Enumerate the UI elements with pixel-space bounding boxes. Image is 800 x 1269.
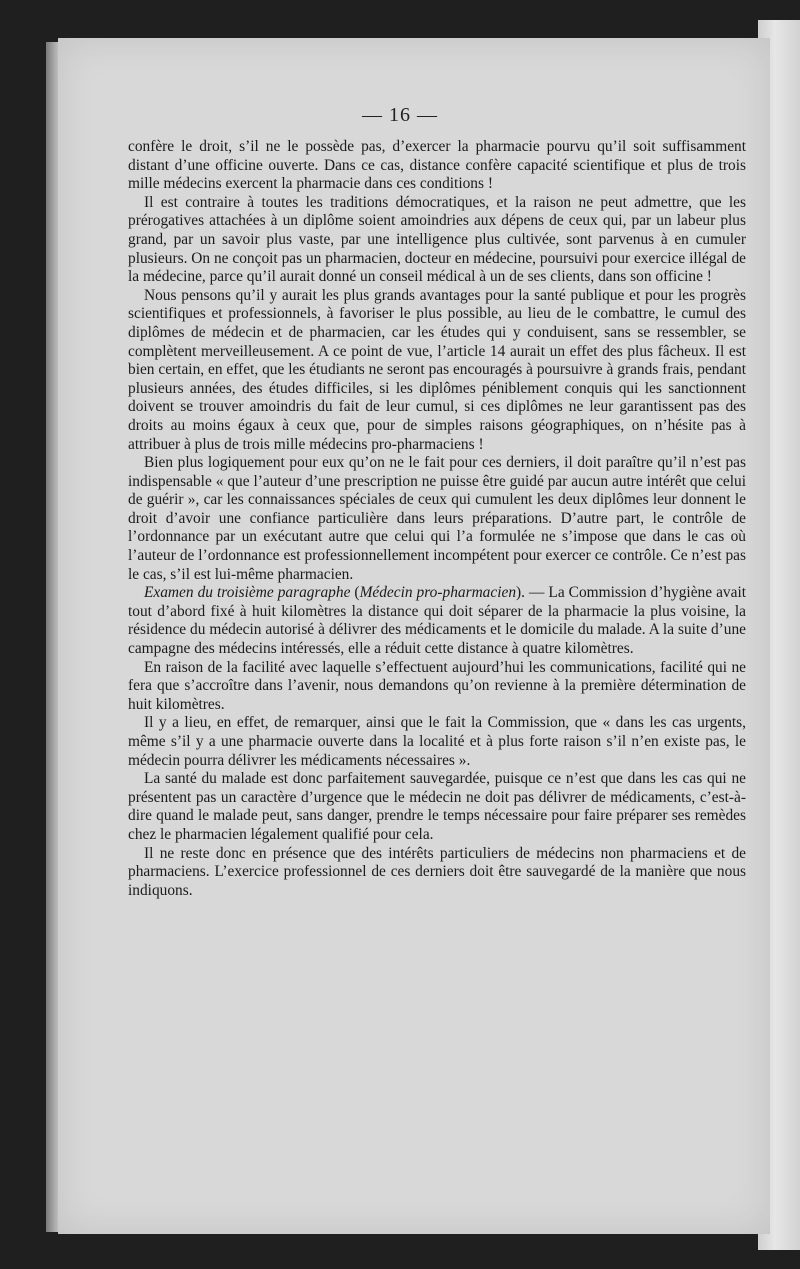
paragraph: En raison de la facilité avec laquelle s’effectuent aujourd’hui les communications, facilité qui ne fera que s’accroître dans l’avenir, nous demandons qu’on revienne à la première détermination de huit kilomètres.: [128, 658, 746, 713]
body-text: [128, 138, 746, 900]
paragraph-section-heading: Examen du troisième paragraphe (Médecin pro-pharmacien). — La Commission d’hygiène avait tout d’abord fixé à huit kilomètres la distance qui doit séparer de la pharmacie la plus voisine, la résidence du médecin autorisé à délivrer des médicaments et le domicile du malade. A la suite d’une campagne des médecins intéressés, elle a réduit cette distance à quatre kilomètres.: [128, 584, 746, 658]
paragraph: confère le droit, s’il ne le possède pas, d’exercer la pharmacie pourvu qu’il soit suffisamment distant d’une officine ouverte. Dans ce cas, distance confère capacité scientifique et plus de trois mille médecins exercent la pharmacie dans ces conditions !: [128, 138, 746, 193]
paragraph: Il y a lieu, en effet, de remarquer, ainsi que le fait la Commission, que « dans les cas urgents, même s’il y a une pharmacie ouverte dans la localité et à plus forte raison s’il n’en existe pas, le médecin pourra délivrer les médicaments nécessaires ».: [128, 714, 746, 769]
paragraph: Nous pensons qu’il y aurait les plus grands avantages pour la santé publique et pour les progrès scientifiques et professionnels, à favoriser le plus possible, au lieu de le combattre, le cumul des diplômes de médecin et de pharmacien, car les études qui y conduisent, sans se ressembler, se complètent merveilleusement. A ce point de vue, l’article 14 aurait un effet des plus fâcheux. Il est bien certain, en effet, que les étudiants ne seront pas encouragés à poursuivre à grands frais, pendant plusieurs années, des études difficiles, si les diplômes péniblement conquis qui les sanctionnent doivent se trouver amoindris du fait de leur cumul, si ces diplômes ne leur garantissent pas des droits au moins égaux à ceux que, pour de simples raisons géographiques, on n’hésite pas à attribuer à plus de trois mille médecins pro-pharmaciens !: [128, 286, 746, 453]
page-number: — 16 —: [362, 104, 438, 126]
paragraph-text: . — La Commission d’hygiène avait tout d’abord fixé à huit kilomètres la distance qui doit séparer de la pharmacie la plus voisine, la résidence du médecin autorisé à délivrer des médicaments et le domicile du malade. A la suite d’une campagne des médecins intéressés, elle a réduit cette distance à quatre kilomètres.: [128, 584, 746, 658]
page-left-shadow: [46, 42, 58, 1232]
paragraph: Bien plus logiquement pour eux qu’on ne le fait pour ces derniers, il doit paraître qu’il n’est pas indispensable « que l’auteur d’une prescription ne puisse être guidé par aucun autre intérêt que celui de guérir », car les connaissances spéciales de ceux qui cumulent les deux diplômes leur donnent le droit d’avoir une confiance particulière dans leurs préparations. D’autre part, le contrôle de l’ordonnance par un exécutant autre que celui qui l’a formulée ne s’impose que dans le cas où l’auteur de l’ordonnance est professionnellement incompétent pour exercer ce contrôle. Ce n’est pas le cas, s’il est lui-même pharmacien.: [128, 454, 746, 583]
paragraph: La santé du malade est donc parfaitement sauvegardée, puisque ce n’est que dans les cas qui ne présentent pas un caractère d’urgence que le médecin ne doit pas délivrer de médicaments, c’est-à-dire quand le malade peut, sans danger, prendre le temps nécessaire pour faire préparer ses remèdes chez le pharmacien légalement qualifié pour cela.: [128, 770, 746, 843]
section-heading-paren: Médecin pro-pharmacien: [359, 584, 517, 602]
paragraph: Il est contraire à toutes les traditions démocratiques, et la raison ne peut admettre, que les prérogatives attachées à un diplôme soient amoindries aux dépens de ceux qui, par un labeur plus grand, par un savoir plus vaste, par une intelligence plus cultivée, sont parvenus à en cumuler plusieurs. On ne conçoit pas un pharmacien, docteur en médecine, poursuivi pour exercice illégal de la médecine, parce qu’il aurait donné un conseil médical à un de ses clients, dans son officine !: [128, 193, 746, 286]
paragraph: Il ne reste donc en présence que des intérêts particuliers de médecins non pharmaciens et de pharmaciens. L’exercice professionnel de ces derniers doit être sauvegardé de la manière que nous indiquons.: [128, 844, 746, 899]
section-heading-italic: Examen du troisième paragraphe: [144, 584, 351, 602]
